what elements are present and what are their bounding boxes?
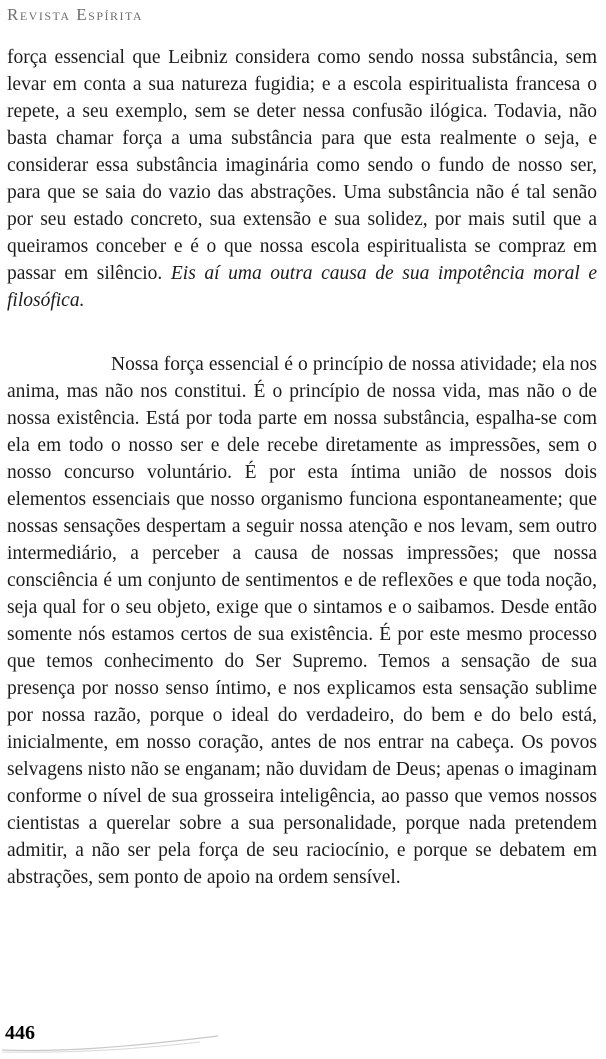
page-number: 446 [5, 1022, 35, 1044]
paragraph-1 [7, 44, 597, 314]
paragraph-2-text: Nossa força essencial é o princípio de nossa atividade; ela nos anima, mas não nos constitui. É o princípio de nossa vida, mas não o de nossa existência. Está por toda parte em nossa substância, espalha-se com ela em todo o nosso ser e dele recebe diretamente as impressões, sem o nosso concurso voluntário. É por esta íntima união de nossos dois elementos essenciais que nosso organismo funciona espontaneamente; que nossas sensações despertam a seguir nossa atenção e nos levam, sem outro intermediário, a perceber a causa de nossas impressões; que nossa consciência é um conjunto de sentimentos e de reflexões e que toda noção, seja qual for o seu objeto, exige que o sintamos e o saibamos. Desde então somente nós estamos certos de sua existência. É por este mesmo processo que temos conhecimento do Ser Supremo. Temos a sensação de sua presença por nosso senso íntimo, e nos explicamos esta sensação sublime por nossa razão, porque o ideal do verdadeiro, do bem e do belo está, inicialmente, em nosso coração, antes de nos entrar na cabeça. Os povos selvagens nisto não se enganam; não duvidam de Deus; apenas o imaginam conforme o nível de sua grosseira inteligência, ao passo que vemos nossos cientistas a querelar sobre a sua personalidade, porque nada pretendem admitir, a não ser pela força de seu raciocínio, e porque se debatem em abstrações, sem ponto de apoio na ordem sensível. [7, 354, 597, 888]
paragraph-1-text: força essencial que Leibniz considera como sendo nossa substância, sem levar em conta a sua natureza fugidia; e a escola espiritualista francesa o repete, a seu exemplo, sem se deter nessa confusão ilógica. Todavia, não basta chamar força a uma substância para que esta realmente o seja, e considerar essa substância imaginária como sendo o fundo de nosso ser, para que se saia do vazio das abstrações. Uma substância não é tal senão por seu estado concreto, sua extensão e sua solidez, por mais sutil que a queiramos conceber e é o que nossa escola espiritualista se compraz em passar em silêncio. [7, 47, 597, 284]
running-header: Revista Espírita [7, 5, 144, 24]
paragraph-2 [7, 351, 597, 891]
paragraph-1-italic-text: Eis aí uma outra causa de sua impotência moral e filosófica. [7, 263, 597, 311]
